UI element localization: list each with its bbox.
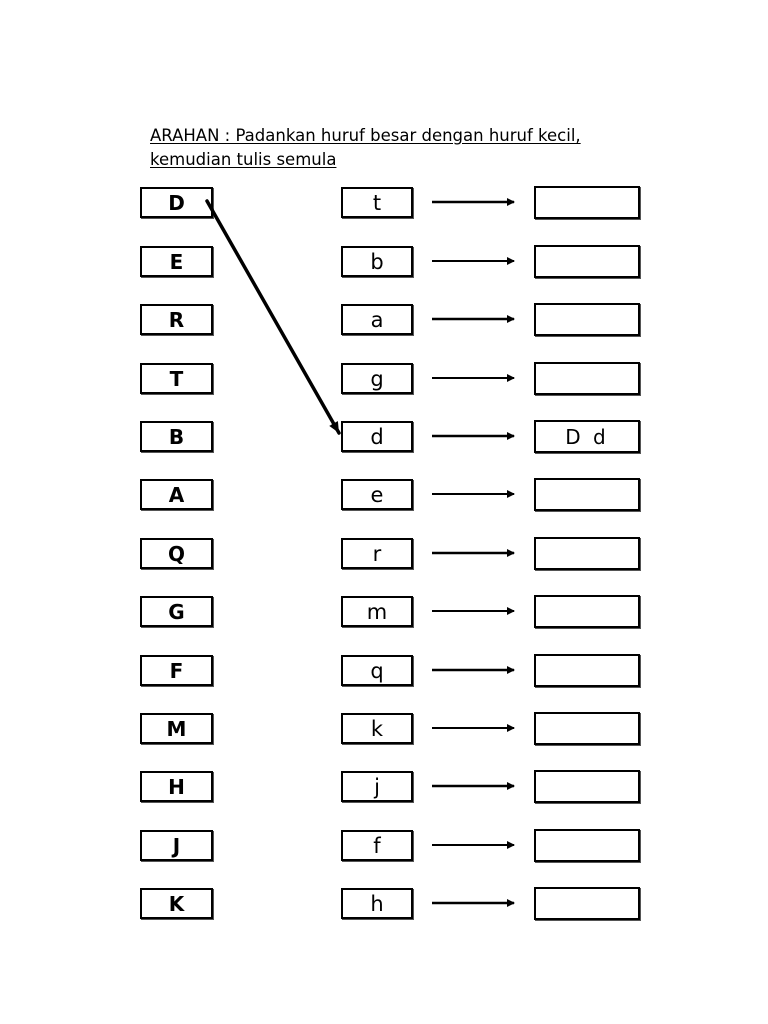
uppercase-box-D: D [140, 187, 213, 218]
lowercase-box-b: b [341, 246, 413, 277]
lowercase-box-f: f [341, 830, 413, 861]
uppercase-box-H: H [140, 771, 213, 802]
uppercase-box-R: R [140, 304, 213, 335]
uppercase-box-T: T [140, 363, 213, 394]
uppercase-box-K: K [140, 888, 213, 919]
uppercase-box-E: E [140, 246, 213, 277]
lowercase-box-k: k [341, 713, 413, 744]
uppercase-box-A: A [140, 479, 213, 510]
instruction-line-2: kemudian tulis semula [150, 150, 337, 169]
uppercase-box-F: F [140, 655, 213, 686]
instruction-line-1: ARAHAN : Padankan huruf besar dengan huruf kecil, [150, 126, 581, 145]
lowercase-box-h: h [341, 888, 413, 919]
match-line-example [207, 201, 339, 433]
lowercase-box-t: t [341, 187, 413, 218]
lowercase-box-g: g [341, 363, 413, 394]
lowercase-box-m: m [341, 596, 413, 627]
answer-box[interactable]: D d [534, 420, 640, 453]
lowercase-box-d: d [341, 421, 413, 452]
uppercase-box-Q: Q [140, 538, 213, 569]
uppercase-box-J: J [140, 830, 213, 861]
lowercase-box-j: j [341, 771, 413, 802]
lowercase-box-r: r [341, 538, 413, 569]
lowercase-box-a: a [341, 304, 413, 335]
uppercase-box-G: G [140, 596, 213, 627]
lowercase-box-e: e [341, 479, 413, 510]
uppercase-box-B: B [140, 421, 213, 452]
uppercase-box-M: M [140, 713, 213, 744]
lowercase-box-q: q [341, 655, 413, 686]
